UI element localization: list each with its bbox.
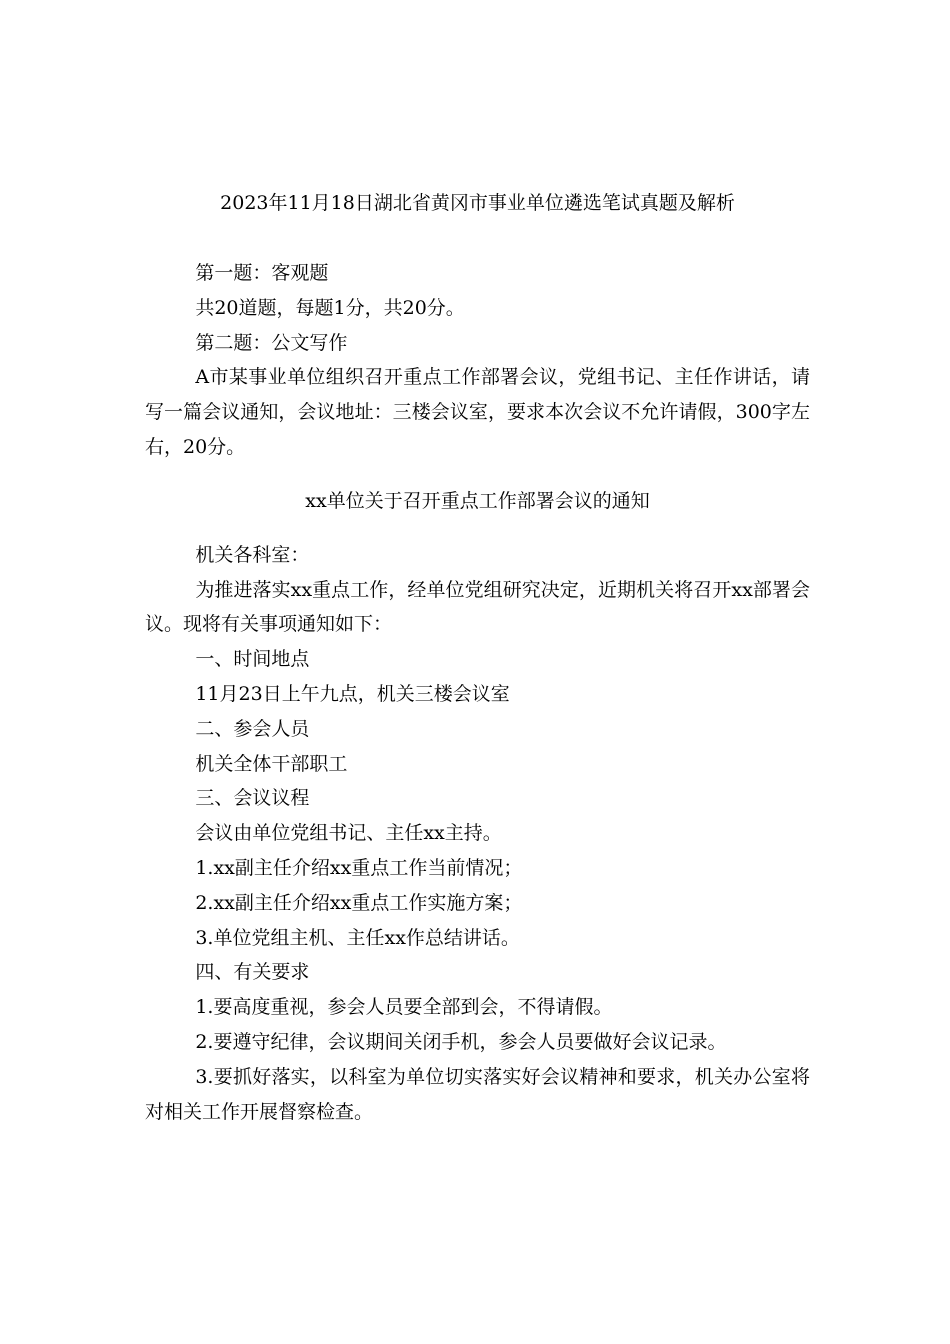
notice-title: xx单位关于召开重点工作部署会议的通知	[305, 489, 650, 512]
notice-paragraph: 一、时间地点	[195, 648, 310, 671]
notice-paragraph: 为推进落实xx重点工作，经单位党组研究决定，近期机关将召开xx部署会议。现将有关事项通知如下：	[145, 578, 810, 636]
notice-paragraph: 三、会议议程	[195, 787, 310, 810]
intro-paragraph: 共20道题，每题1分，共20分。	[195, 296, 465, 319]
notice-paragraph: 3.单位党组主机、主任xx作总结讲话。	[195, 926, 520, 949]
document-page	[145, 186, 810, 1129]
notice-body	[145, 538, 810, 1130]
intro-paragraph: A市某事业单位组织召开重点工作部署会议，党组书记、主任作讲话，请写一篇会议通知，会议地址：三楼会议室，要求本次会议不允许请假，300字左右，20分。	[145, 366, 810, 458]
notice-paragraph: 11月23日上午九点，机关三楼会议室	[195, 682, 510, 705]
notice-paragraph: 3.要抓好落实，以科室为单位切实落实好会议精神和要求，机关办公室将对相关工作开展督察检查。	[145, 1065, 810, 1123]
notice-paragraph: 1.xx副主任介绍xx重点工作当前情况；	[195, 856, 523, 879]
intro-paragraph: 第二题：公文写作	[195, 331, 348, 354]
notice-paragraph: 机关各科室：	[195, 543, 310, 566]
notice-paragraph: 2.要遵守纪律，会议期间关闭手机，参会人员要做好会议记录。	[195, 1030, 727, 1053]
notice-paragraph: 会议由单位党组书记、主任xx主持。	[195, 822, 502, 845]
intro-paragraph: 第一题：客观题	[195, 262, 329, 284]
notice-paragraph: 1.要高度重视，参会人员要全部到会，不得请假。	[195, 996, 613, 1019]
notice-paragraph: 四、有关要求	[195, 961, 310, 984]
document-title: 2023年11月18日湖北省黄冈市事业单位遴选笔试真题及解析	[220, 192, 735, 214]
intro-section	[145, 256, 810, 465]
notice-paragraph: 机关全体干部职工	[195, 752, 348, 775]
notice-paragraph: 2.xx副主任介绍xx重点工作实施方案；	[195, 891, 523, 914]
notice-paragraph: 二、参会人员	[195, 717, 310, 740]
